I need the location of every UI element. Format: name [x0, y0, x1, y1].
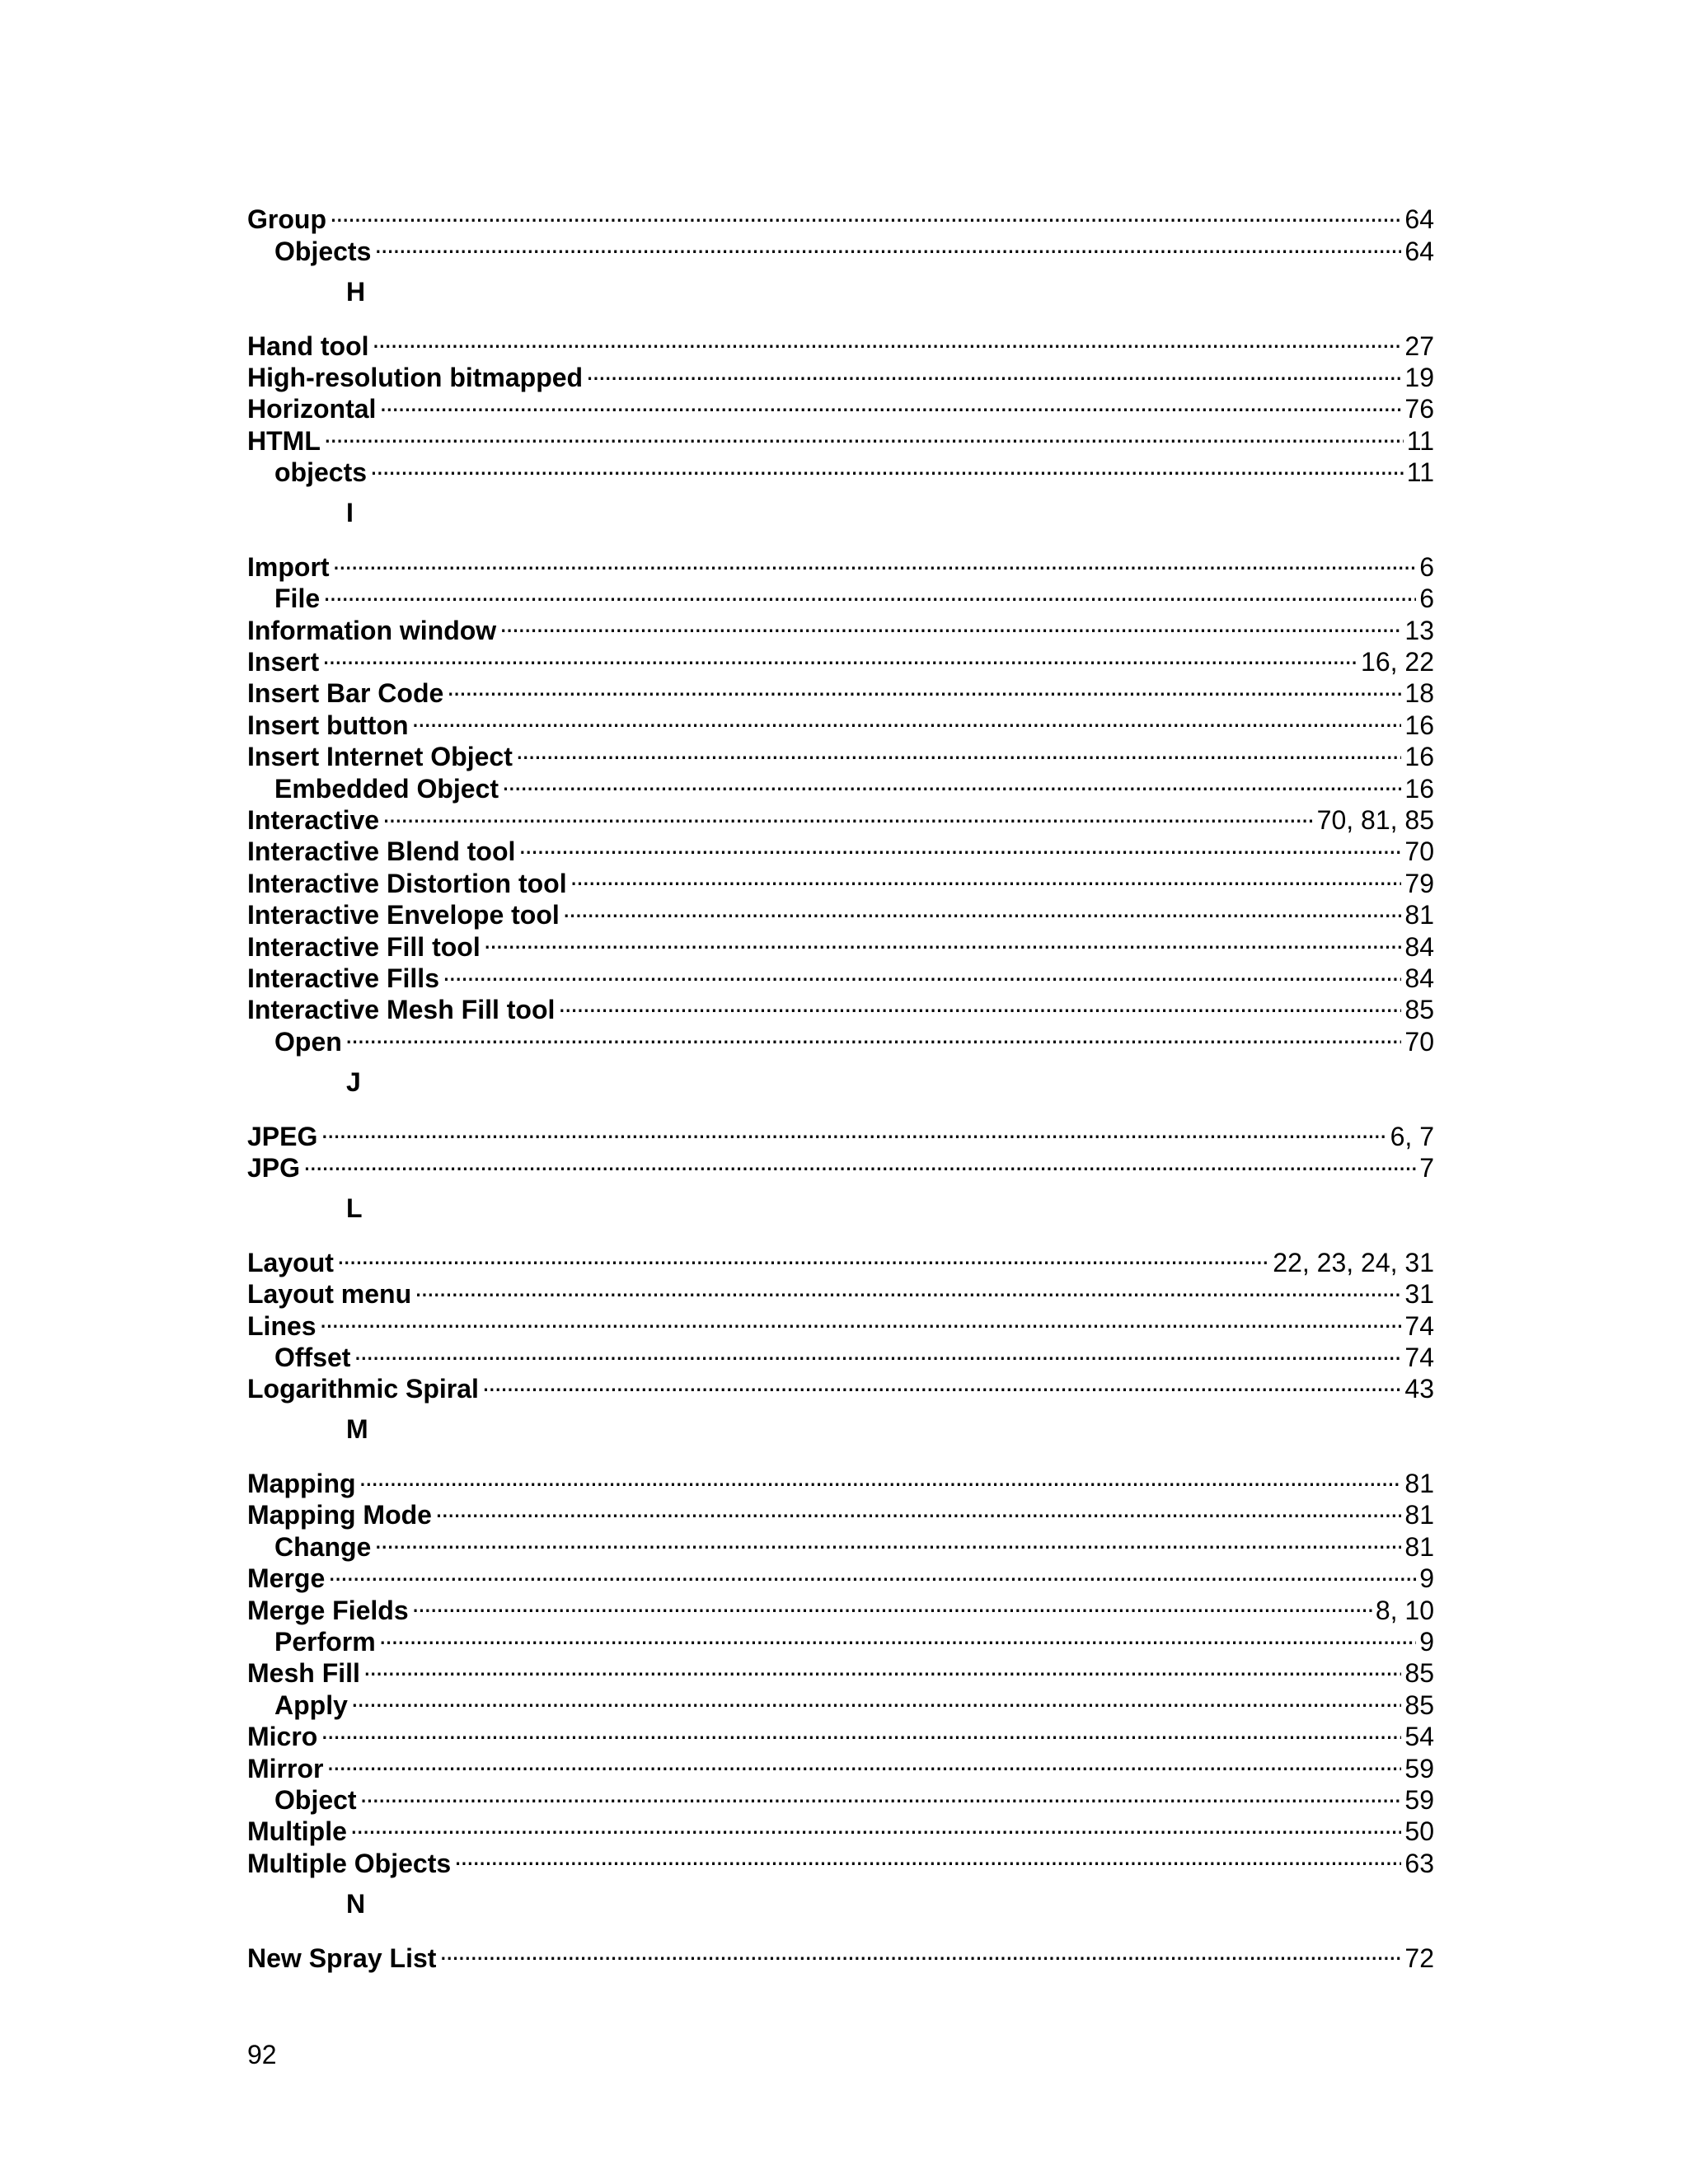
index-page-refs: 50 [1404, 1816, 1434, 1847]
index-term: High-resolution bitmapped [247, 362, 584, 392]
index-term: Change [274, 1531, 372, 1562]
dot-leader [432, 1493, 1401, 1524]
dot-leader [451, 1840, 1401, 1872]
index-term: Multiple [247, 1816, 347, 1847]
index-page-refs: 22, 23, 24, 31 [1273, 1247, 1434, 1277]
index-body [247, 197, 1434, 1973]
index-entry [247, 1935, 1434, 1973]
index-letter-heading: H [346, 276, 366, 307]
index-subentry [247, 1524, 1434, 1562]
index-term: Perform [274, 1627, 376, 1657]
index-page-refs: 85 [1404, 1658, 1434, 1689]
dot-leader [439, 956, 1401, 987]
index-page-refs: 9 [1419, 1627, 1434, 1657]
index-entry [247, 197, 1434, 235]
index-page-refs: 6 [1419, 551, 1434, 582]
index-entry [247, 829, 1434, 867]
index-entry [247, 1303, 1434, 1341]
index-term: Group [247, 204, 326, 235]
dot-leader [443, 671, 1401, 702]
index-entry [247, 323, 1434, 361]
index-page-refs: 74 [1404, 1342, 1434, 1372]
dot-leader [319, 640, 1357, 671]
dot-leader [317, 1714, 1401, 1746]
index-term: Interactive [247, 805, 380, 836]
index-entry [247, 1587, 1434, 1625]
index-term: Information window [247, 615, 497, 645]
index-term: Interactive Mesh Fill tool [247, 995, 556, 1025]
index-entry [247, 1840, 1434, 1878]
index-page-refs: 27 [1404, 330, 1434, 361]
dot-leader [409, 1587, 1372, 1619]
index-entry [247, 1461, 1434, 1499]
index-term: Apply [274, 1690, 348, 1720]
dot-leader [513, 734, 1402, 766]
index-page-refs: 13 [1404, 615, 1434, 645]
dot-leader [300, 1146, 1416, 1177]
index-term: Multiple Objects [247, 1848, 452, 1878]
index-entry [247, 734, 1434, 772]
index-page-refs: 6, 7 [1390, 1121, 1434, 1151]
index-term: Insert button [247, 710, 409, 740]
dot-leader [583, 355, 1401, 387]
index-page-refs: 63 [1404, 1848, 1434, 1878]
dot-leader [409, 702, 1402, 733]
index-entry [247, 545, 1434, 582]
index-page-refs: 85 [1404, 1690, 1434, 1720]
index-entry [247, 1746, 1434, 1783]
index-entry [247, 1809, 1434, 1847]
index-subentry [247, 1619, 1434, 1657]
dot-leader [560, 893, 1402, 924]
index-term: Embedded Object [274, 773, 499, 804]
index-term: Hand tool [247, 330, 369, 361]
dot-leader [479, 1366, 1401, 1398]
dot-leader [555, 987, 1401, 1019]
index-entry [247, 1113, 1434, 1151]
index-page-refs: 81 [1404, 1500, 1434, 1530]
index-term: Mirror [247, 1753, 324, 1783]
index-page-refs: 59 [1404, 1784, 1434, 1815]
dot-leader [321, 418, 1404, 449]
index-term: Lines [247, 1310, 316, 1341]
index-entry [247, 798, 1434, 836]
dot-leader [367, 450, 1404, 481]
index-entry [247, 671, 1434, 709]
dot-leader [330, 545, 1417, 576]
index-page-refs: 19 [1404, 362, 1434, 392]
index-page-refs: 7 [1419, 1152, 1434, 1183]
index-term: Import [247, 551, 330, 582]
dot-leader [376, 1619, 1417, 1651]
dot-leader [379, 798, 1314, 829]
index-term: Merge Fields [247, 1595, 409, 1625]
index-page-refs: 84 [1404, 931, 1434, 962]
index-entry [247, 1493, 1434, 1530]
index-entry [247, 1272, 1434, 1310]
index-page-refs: 8, 10 [1375, 1595, 1434, 1625]
index-page-refs: 70 [1404, 1026, 1434, 1057]
index-entry [247, 418, 1434, 456]
index-letter-heading: N [346, 1888, 366, 1919]
index-page-refs: 72 [1404, 1943, 1434, 1973]
index-term: objects [274, 457, 368, 488]
index-term: Logarithmic Spiral [247, 1374, 479, 1404]
index-term: New Spray List [247, 1943, 437, 1973]
index-page-refs: 9 [1419, 1563, 1434, 1594]
index-subentry [247, 576, 1434, 614]
index-term: Mesh Fill [247, 1658, 360, 1689]
index-page-refs: 85 [1404, 995, 1434, 1025]
dot-leader [567, 860, 1402, 892]
index-term: Mapping Mode [247, 1500, 432, 1530]
index-term: Object [274, 1784, 357, 1815]
index-page-refs: 43 [1404, 1374, 1434, 1404]
dot-leader [342, 1019, 1402, 1050]
index-term: Insert [247, 647, 320, 677]
index-entry [247, 1146, 1434, 1183]
dot-leader [357, 1778, 1402, 1809]
dot-leader [316, 1303, 1402, 1334]
dot-leader [371, 1524, 1401, 1555]
index-term: JPG [247, 1152, 301, 1183]
index-term: Offset [274, 1342, 351, 1372]
dot-leader [334, 1240, 1269, 1271]
dot-leader [326, 197, 1401, 228]
index-entry [247, 1651, 1434, 1689]
index-letter-heading: L [346, 1193, 363, 1223]
index-entry [247, 1556, 1434, 1594]
index-term: Micro [247, 1722, 318, 1752]
index-entry [247, 702, 1434, 740]
index-page-refs: 16, 22 [1361, 647, 1434, 677]
index-term: Layout [247, 1247, 334, 1277]
index-term: Insert Bar Code [247, 678, 444, 709]
index-page-refs: 64 [1404, 236, 1434, 266]
dot-leader [496, 607, 1401, 639]
index-term: Merge [247, 1563, 326, 1594]
index-term: Mapping [247, 1469, 356, 1499]
index-page-refs: 70, 81, 85 [1316, 805, 1434, 836]
dot-leader [325, 1556, 1416, 1587]
index-page-refs: 16 [1404, 773, 1434, 804]
index-page-refs: 16 [1404, 742, 1434, 772]
index-subentry [247, 1019, 1434, 1057]
index-entry [247, 387, 1434, 424]
dot-leader [320, 576, 1416, 607]
index-term: Interactive Envelope tool [247, 900, 560, 930]
index-page-refs: 70 [1404, 837, 1434, 867]
index-entry [247, 1240, 1434, 1277]
dot-leader [360, 1651, 1402, 1682]
index-page-refs: 31 [1404, 1279, 1434, 1310]
index-letter-heading: I [346, 498, 354, 528]
index-page-refs: 11 [1406, 425, 1434, 456]
index-page-refs: 74 [1404, 1310, 1434, 1341]
dot-leader [323, 1746, 1401, 1777]
index-entry [247, 355, 1434, 392]
index-entry [247, 607, 1434, 645]
index-entry [247, 1366, 1434, 1404]
index-term: File [274, 583, 321, 614]
dot-leader [515, 829, 1401, 860]
index-letter-heading: J [346, 1066, 361, 1097]
index-term: Interactive Distortion tool [247, 868, 567, 898]
index-page-refs: 54 [1404, 1722, 1434, 1752]
index-term: Layout menu [247, 1279, 412, 1310]
index-term: Open [274, 1026, 342, 1057]
dot-leader [348, 1682, 1402, 1713]
index-term: Insert Internet Object [247, 742, 513, 772]
index-page-refs: 59 [1404, 1753, 1434, 1783]
index-page-refs: 79 [1404, 868, 1434, 898]
index-page-refs: 84 [1404, 963, 1434, 993]
index-page-refs: 81 [1404, 900, 1434, 930]
index-entry [247, 1714, 1434, 1752]
dot-leader [499, 766, 1401, 797]
index-term: JPEG [247, 1121, 318, 1151]
page-number: 92 [247, 2040, 277, 2069]
dot-leader [317, 1113, 1386, 1145]
index-page-refs: 81 [1404, 1469, 1434, 1499]
index-page-refs: 6 [1419, 583, 1434, 614]
index-page-refs: 11 [1406, 457, 1434, 488]
index-term: Interactive Fills [247, 963, 439, 993]
index-letter-heading: M [346, 1414, 368, 1445]
index-subentry [247, 450, 1434, 488]
dot-leader [371, 228, 1401, 260]
dot-leader [356, 1461, 1402, 1493]
dot-leader [481, 924, 1402, 955]
index-term: Interactive Fill tool [247, 931, 481, 962]
index-subentry [247, 1778, 1434, 1815]
index-page-refs: 16 [1404, 710, 1434, 740]
dot-leader [436, 1935, 1401, 1966]
index-page-refs: 81 [1404, 1531, 1434, 1562]
index-term: HTML [247, 425, 321, 456]
index-subentry [247, 1335, 1434, 1372]
index-page-refs: 64 [1404, 204, 1434, 235]
dot-leader [411, 1272, 1401, 1303]
index-entry [247, 640, 1434, 677]
index-subentry [247, 1682, 1434, 1720]
index-subentry [247, 228, 1434, 266]
index-page-refs: 76 [1404, 394, 1434, 424]
index-term: Objects [274, 236, 372, 266]
dot-leader [376, 387, 1401, 418]
dot-leader [369, 323, 1402, 354]
index-term: Interactive Blend tool [247, 837, 516, 867]
dot-leader [350, 1335, 1401, 1366]
dot-leader [347, 1809, 1402, 1840]
index-page-refs: 18 [1404, 678, 1434, 709]
index-term: Horizontal [247, 394, 377, 424]
